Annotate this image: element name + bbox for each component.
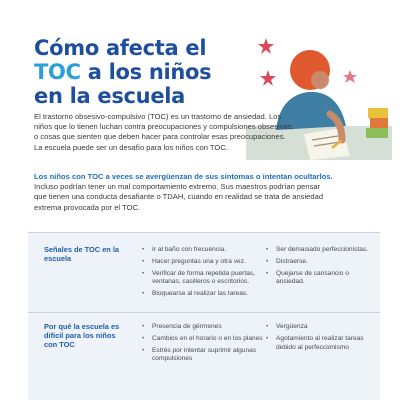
page-title bbox=[34, 36, 234, 108]
child-face-shape bbox=[311, 71, 329, 89]
book-shape bbox=[366, 128, 388, 138]
list-item: • Ir al baño con frecuencia. bbox=[142, 246, 270, 255]
anxiety-star-icon bbox=[260, 70, 276, 86]
info-table bbox=[28, 232, 380, 400]
why-list-right bbox=[266, 323, 374, 355]
table-divider bbox=[28, 232, 380, 233]
title-line-3: en la escuela bbox=[34, 84, 186, 108]
book-shape bbox=[368, 108, 388, 118]
intro-paragraph: El trastorno obsesivo-compulsivo (TOC) es un trastorno de ansiedad. Los niños que lo tienen luchan contra preocupaciones y compulsiones obsesivas, o cosas que sienten que deben hacer para controlar esas preocupaciones. La escuela puede ser un desafío para los niños con TOC. bbox=[34, 112, 294, 152]
anxiety-star-icon bbox=[343, 70, 357, 83]
title-line-2: a los niños bbox=[80, 60, 212, 84]
list-item: • Agotamiento al realizar tareas debido al perfeccionismo bbox=[266, 335, 374, 353]
list-item: • Quejarse de cansancio o ansiedad. bbox=[266, 270, 374, 288]
list-item: • Bloquearse al realizar las tareas. bbox=[142, 290, 270, 299]
list-item: • Distraerse. bbox=[266, 258, 374, 267]
why-list-left bbox=[142, 323, 270, 367]
paragraph-rest: Incluso podrían tener un mal comportamiento extremo. Sus maestros podrían pensar que tienen una conducta desafiante o TDAH, cuando en realidad se trata de ansiedad extrema provocada por el TOC. bbox=[34, 182, 324, 212]
signs-list-right bbox=[266, 246, 374, 290]
title-accent: TOC bbox=[34, 60, 81, 84]
title-line-1: Cómo afecta el bbox=[34, 36, 207, 60]
signs-list-left bbox=[142, 246, 270, 302]
table-divider bbox=[28, 312, 380, 313]
list-item: • Hacer preguntas una y otra vez. bbox=[142, 258, 270, 267]
book-shape bbox=[370, 118, 388, 128]
row-heading-signs: Señales de TOC en la escuela bbox=[44, 245, 120, 264]
highlighted-sentence: Los niños con TOC a veces se avergüenzan de sus síntomas o intentan ocultarlos. bbox=[34, 172, 333, 181]
warning-paragraph bbox=[34, 172, 334, 213]
list-item: • Estrés por intentar suprimir algunas compulsiones bbox=[142, 347, 270, 365]
row-heading-why: Por qué la escuela es difícil para los niños con TOC bbox=[44, 322, 120, 350]
list-item: • Cambios en el horario o en los planes bbox=[142, 335, 270, 344]
list-item: • Verificar de forma repetida puertas, ventanas, casilleros o escritorios. bbox=[142, 270, 270, 288]
anxiety-star-icon bbox=[258, 38, 274, 54]
list-item: • Vergüenza bbox=[266, 323, 374, 332]
list-item: • Ser demasiado perfeccionistas. bbox=[266, 246, 374, 255]
list-item: • Presencia de gérmenes bbox=[142, 323, 270, 332]
